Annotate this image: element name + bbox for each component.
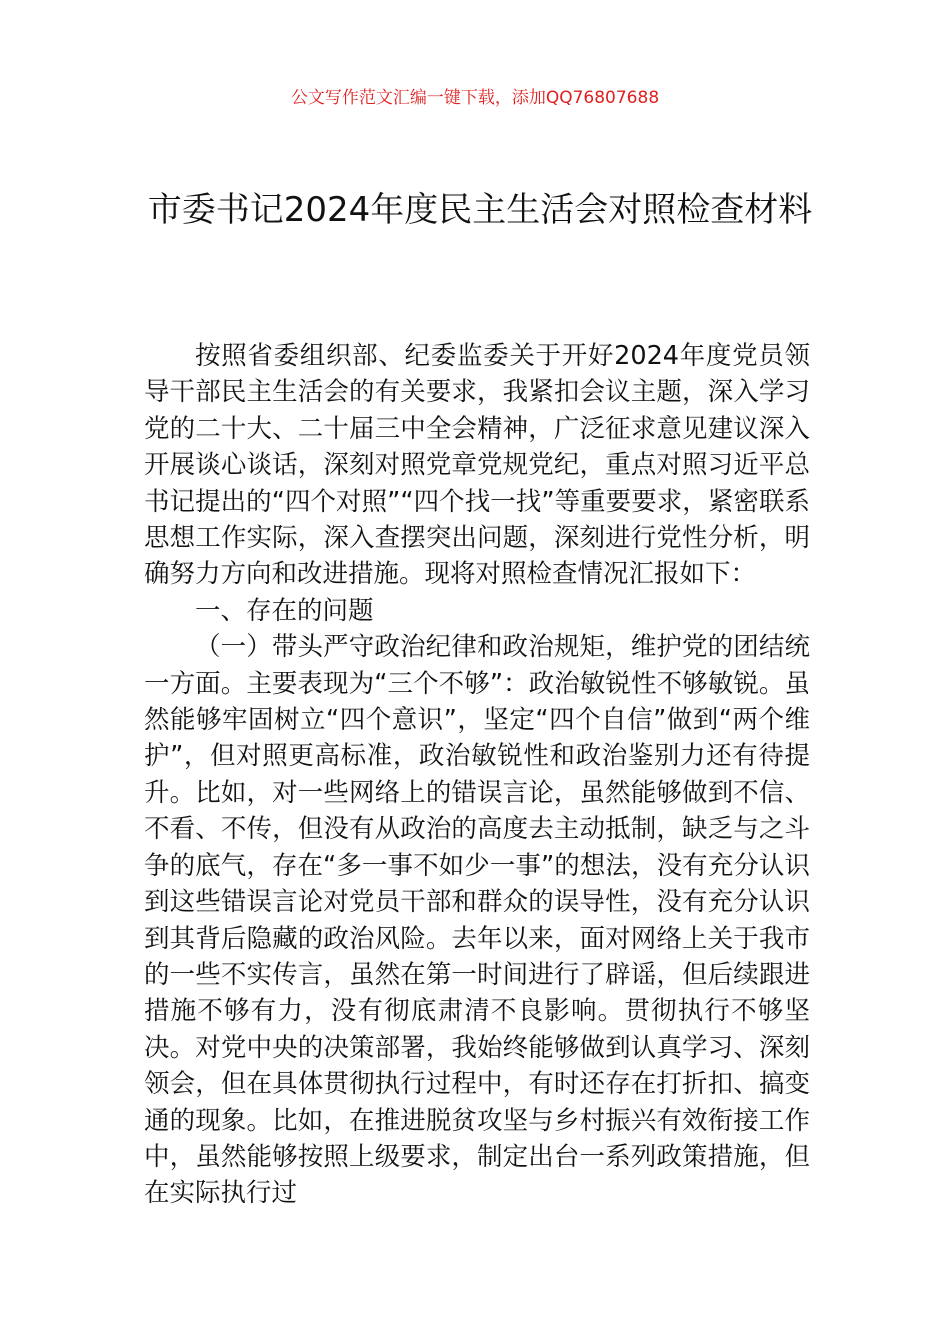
intro-paragraph: 按照省委组织部、纪委监委关于开好2024年度党员领导干部民主生活会的有关要求，我紧扣会议主题，深入学习党的二十大、二十届三中全会精神，广泛征求意见建议深入开展谈心谈话，深刻对照党章党规党纪，重点对照习近平总书记提出的“四个对照”“四个找一找”等重要要求，紧密联系思想工作实际，深入查摆突出问题，深刻进行党性分析，明确努力方向和改进措施。现将对照检查情况汇报如下： [144,341,810,590]
problem-paragraph-1: （一）带头严守政治纪律和政治规矩，维护党的团结统一方面。主要表现为“三个不够”：政治敏锐性不够敏锐。虽然能够牢固树立“四个意识”，坚定“四个自信”做到“两个维护”，但对照更高标准，政治敏锐性和政治鉴别力还有待提升。比如，对一些网络上的错误言论，虽然能够做到不信、不看、不传，但没有从政治的高度去主动抵制，缺乏与之斗争的底气，存在“多一事不如少一事”的想法，没有充分认识到这些错误言论对党员干部和群众的误导性，没有充分认识到其背后隐藏的政治风险。去年以来，面对网络上关于我市的一些不实传言，虽然在第一时间进行了辟谣，但后续跟进措施不够有力，没有彻底肃清不良影响。贯彻执行不够坚决。对党中央的决策部署，我始终能够做到认真学习、深刻领会，但在具体贯彻执行过程中，有时还存在打折扣、搞变通的现象。比如，在推进脱贫攻坚与乡村振兴有效衔接工作中，虽然能够按照上级要求，制定出台一系列政策措施，但在实际执行过 [144,632,810,1209]
document-title: 市委书记2024年度民主生活会对照检查材料 [147,189,813,230]
download-promo-banner: 公文写作范文汇编一键下载，添加QQ76807688 [290,88,660,108]
section-heading-existing-problems: 一、存在的问题 [195,595,374,626]
document-body [144,338,810,1212]
